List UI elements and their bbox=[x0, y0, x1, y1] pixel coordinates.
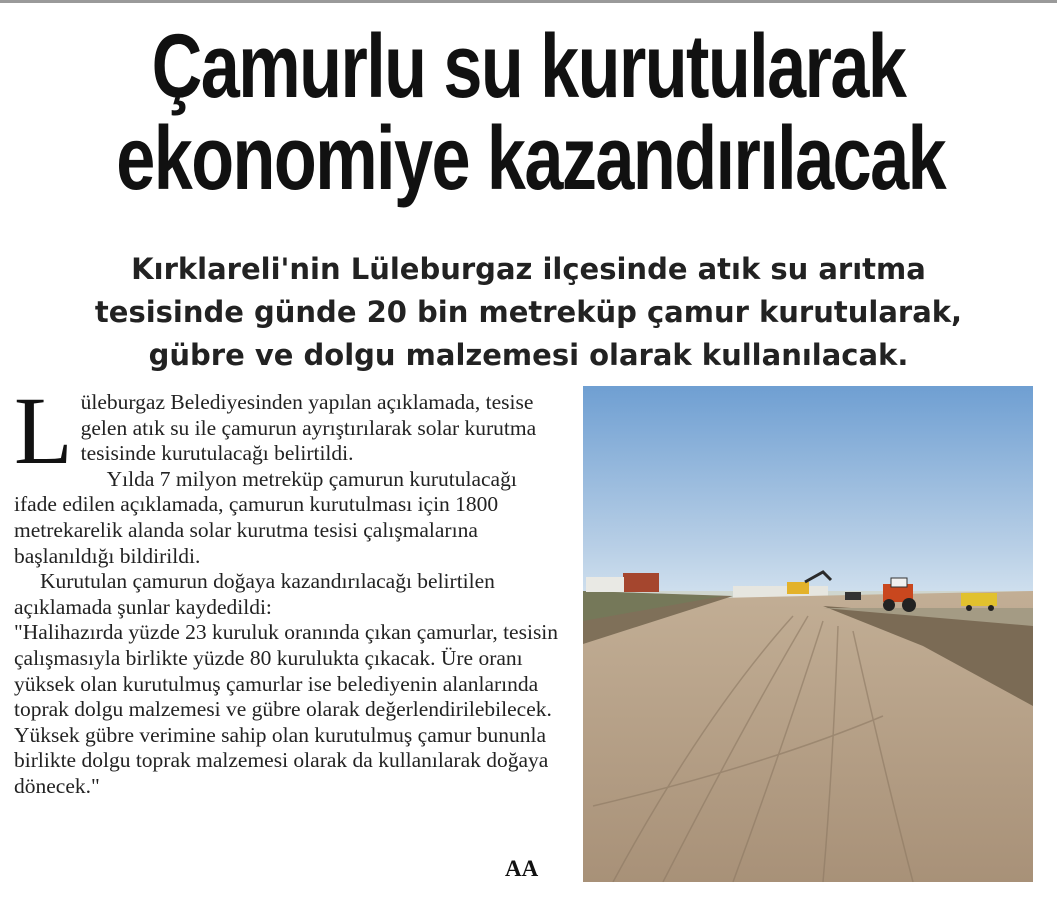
agency-credit: AA bbox=[505, 856, 539, 881]
headline-line-1: Çamurlu su kurutularak bbox=[151, 17, 906, 117]
paragraph-1-text: üleburgaz Belediyesinden yapılan açıklamada, tesise gelen atık su ile çamurun ayrıştırılarak solar kurutma tesisinde kurutulacağı belirtildi. bbox=[80, 390, 537, 466]
subheadline-line-1: Kırklareli'nin Lüleburgaz ilçesinde atık su arıtma bbox=[131, 252, 926, 286]
subheadline-line-2: tesisinde günde 20 bin metreküp çamur kurutularak, bbox=[94, 295, 963, 329]
subheadline-line-3: gübre ve dolgu malzemesi olarak kullanılacak. bbox=[148, 338, 909, 372]
headline-line-2: ekonomiye kazandırılacak bbox=[116, 108, 946, 209]
drop-cap: L bbox=[14, 377, 73, 484]
excavator-bucket bbox=[845, 592, 861, 600]
paragraph-3: Kurutulan çamurun doğaya kazandırılacağı belirtilen açıklamada şunlar kaydedildi: bbox=[14, 569, 495, 619]
truck-bed bbox=[961, 593, 997, 606]
headline bbox=[0, 17, 1057, 209]
tractor-wheel-rear bbox=[902, 598, 916, 612]
excavator-body bbox=[787, 582, 809, 594]
container-body bbox=[623, 573, 659, 592]
quote-paragraph: "Halihazırda yüzde 23 kuruluk oranında çıkan çamurlar, tesisin çalışmasıyla birlikte yüzde 80 kurulukta çıkacak. Üre oranı yüksek olan kurutulmuş çamurlar ise belediyenin alanlarında toprak dolgu malzemesi ve gübre olarak değerlendirilebilecek. Yüksek gübre verimine sahip olan kurutulmuş çamur bununla birlikte dolgu toprak malzemesi olarak da kullanılarak doğaya dönecek." bbox=[14, 620, 559, 798]
site-cabin bbox=[586, 577, 624, 592]
truck-wheel-1 bbox=[966, 605, 972, 611]
tractor-cab bbox=[891, 578, 907, 587]
truck-wheel-2 bbox=[988, 605, 994, 611]
photo-illustration bbox=[583, 386, 1033, 882]
tractor-wheel-front bbox=[883, 599, 895, 611]
paragraph-2: Yılda 7 milyon metreküp çamurun kurutulacağı ifade edilen açıklamada, çamurun kurutulması için 1800 metrekarelik alanda solar kurutma tesisi çalışmalarına başlanıldığı bildirildi. bbox=[14, 466, 517, 568]
construction-site-photo bbox=[583, 386, 1033, 882]
article-body bbox=[14, 377, 562, 800]
paragraph-1 bbox=[14, 377, 562, 484]
sky bbox=[583, 386, 1033, 601]
subheadline bbox=[20, 248, 1037, 377]
top-rule bbox=[0, 0, 1057, 3]
